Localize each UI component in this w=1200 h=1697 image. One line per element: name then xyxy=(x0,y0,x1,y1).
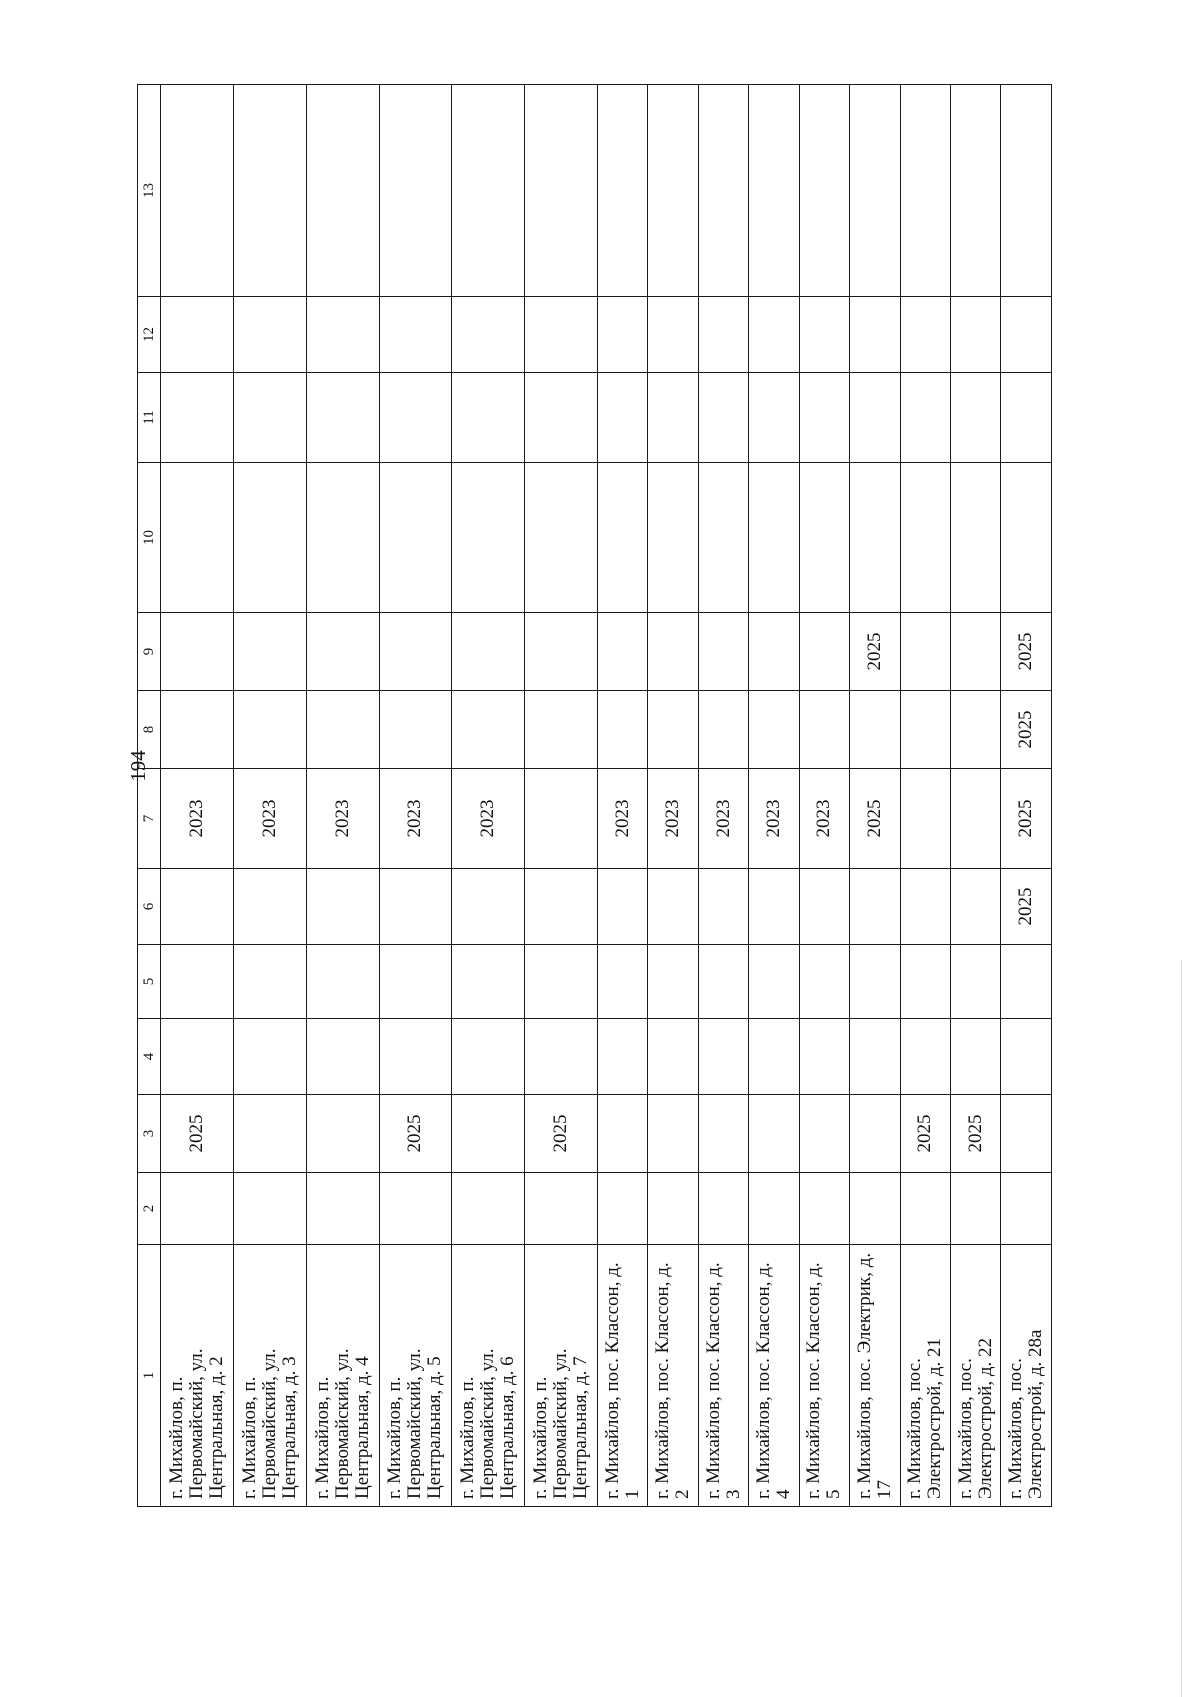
year-cell xyxy=(749,1095,799,1173)
year-cell xyxy=(1001,463,1052,613)
table-row xyxy=(799,85,849,1507)
year-cell xyxy=(306,85,379,297)
year-cell xyxy=(1001,1095,1052,1173)
year-cell xyxy=(799,1173,849,1245)
column-header-5: 5 xyxy=(138,945,161,1019)
year-cell xyxy=(951,85,1001,297)
year-cell xyxy=(379,463,452,613)
year-cell xyxy=(648,463,698,613)
year-cell xyxy=(306,691,379,769)
table-row xyxy=(452,85,525,1507)
year-cell: 2023 xyxy=(306,769,379,869)
year-cell xyxy=(799,945,849,1019)
address-cell: г. Михайлов, п. Первомайский, ул. Центральная, д. 7 xyxy=(525,1245,598,1507)
year-cell xyxy=(452,297,525,373)
address-cell: г. Михайлов, пос. Электрострой, д. 22 xyxy=(951,1245,1001,1507)
year-cell xyxy=(799,691,849,769)
year-cell xyxy=(598,463,648,613)
year-cell xyxy=(648,1019,698,1095)
year-cell xyxy=(698,373,748,463)
year-cell xyxy=(598,373,648,463)
year-cell xyxy=(900,769,950,869)
year-cell xyxy=(306,463,379,613)
address-cell: г. Михайлов, пос. Электрик, д. 17 xyxy=(850,1245,900,1507)
year-cell xyxy=(452,85,525,297)
column-header-7: 7 xyxy=(138,769,161,869)
year-cell xyxy=(161,613,234,691)
year-cell: 2025 xyxy=(1001,691,1052,769)
year-cell xyxy=(900,691,950,769)
year-cell xyxy=(749,463,799,613)
year-cell xyxy=(850,869,900,945)
year-cell xyxy=(525,691,598,769)
table-container xyxy=(137,85,1052,1507)
column-header-13: 13 xyxy=(138,85,161,297)
year-cell xyxy=(648,1173,698,1245)
year-cell xyxy=(525,769,598,869)
year-cell xyxy=(799,869,849,945)
year-cell xyxy=(525,85,598,297)
year-cell xyxy=(900,1173,950,1245)
year-cell xyxy=(306,1019,379,1095)
table-row xyxy=(951,85,1001,1507)
year-cell xyxy=(306,1173,379,1245)
year-cell xyxy=(698,869,748,945)
year-cell: 2025 xyxy=(900,1095,950,1173)
year-cell xyxy=(233,463,306,613)
year-cell xyxy=(379,869,452,945)
year-cell xyxy=(698,297,748,373)
year-cell xyxy=(648,373,698,463)
year-cell xyxy=(698,1173,748,1245)
year-cell xyxy=(648,869,698,945)
year-cell xyxy=(452,373,525,463)
year-cell xyxy=(799,1095,849,1173)
address-cell: г. Михайлов, п. Первомайский, ул. Центральная, д. 4 xyxy=(306,1245,379,1507)
year-cell xyxy=(161,1019,234,1095)
year-cell xyxy=(452,1095,525,1173)
year-cell: 2023 xyxy=(749,769,799,869)
year-cell xyxy=(598,691,648,769)
year-cell xyxy=(951,463,1001,613)
year-cell xyxy=(648,85,698,297)
table-body xyxy=(138,85,1052,1507)
year-cell xyxy=(525,869,598,945)
year-cell xyxy=(233,1095,306,1173)
year-cell xyxy=(452,613,525,691)
year-cell xyxy=(850,1019,900,1095)
year-cell xyxy=(306,297,379,373)
year-cell xyxy=(161,945,234,1019)
year-cell xyxy=(233,691,306,769)
year-cell xyxy=(1001,1173,1052,1245)
column-header-6: 6 xyxy=(138,869,161,945)
year-cell xyxy=(379,85,452,297)
year-cell xyxy=(951,691,1001,769)
column-header-8: 8 xyxy=(138,691,161,769)
address-cell: г. Михайлов, пос. Электрострой, д. 21 xyxy=(900,1245,950,1507)
year-cell xyxy=(900,1019,950,1095)
year-cell xyxy=(233,297,306,373)
year-cell xyxy=(648,1095,698,1173)
table-row xyxy=(850,85,900,1507)
year-cell xyxy=(379,945,452,1019)
year-cell xyxy=(598,1019,648,1095)
table-row xyxy=(1001,85,1052,1507)
column-header-9: 9 xyxy=(138,613,161,691)
year-cell xyxy=(379,613,452,691)
year-cell xyxy=(698,1095,748,1173)
table-row xyxy=(900,85,950,1507)
year-cell xyxy=(233,373,306,463)
year-cell xyxy=(1001,373,1052,463)
address-cell: г. Михайлов, пос. Классон, д. 5 xyxy=(799,1245,849,1507)
year-cell xyxy=(799,613,849,691)
year-cell xyxy=(598,945,648,1019)
header-row xyxy=(138,85,161,1507)
column-header-10: 10 xyxy=(138,463,161,613)
year-cell xyxy=(233,1019,306,1095)
year-cell xyxy=(233,945,306,1019)
year-cell xyxy=(900,945,950,1019)
year-cell xyxy=(598,297,648,373)
year-cell xyxy=(799,1019,849,1095)
year-cell xyxy=(161,869,234,945)
year-cell: 2023 xyxy=(648,769,698,869)
column-header-3: 3 xyxy=(138,1095,161,1173)
year-cell: 2025 xyxy=(1001,869,1052,945)
year-cell xyxy=(698,945,748,1019)
year-cell xyxy=(698,613,748,691)
year-cell xyxy=(379,691,452,769)
column-header-4: 4 xyxy=(138,1019,161,1095)
column-header-11: 11 xyxy=(138,373,161,463)
year-cell: 2023 xyxy=(379,769,452,869)
year-cell xyxy=(598,1173,648,1245)
address-cell: г. Михайлов, п. Первомайский, ул. Центральная, д. 3 xyxy=(233,1245,306,1507)
year-cell xyxy=(850,691,900,769)
year-cell xyxy=(306,1095,379,1173)
year-cell xyxy=(951,373,1001,463)
table-row xyxy=(379,85,452,1507)
year-cell xyxy=(698,463,748,613)
year-cell xyxy=(951,869,1001,945)
year-cell xyxy=(799,297,849,373)
address-cell: г. Михайлов, п. Первомайский, ул. Центральная, д. 5 xyxy=(379,1245,452,1507)
year-cell xyxy=(379,373,452,463)
year-cell xyxy=(452,1173,525,1245)
year-cell: 2025 xyxy=(1001,769,1052,869)
year-cell xyxy=(161,85,234,297)
housing-schedule-table xyxy=(137,84,1052,1507)
year-cell xyxy=(525,613,598,691)
year-cell xyxy=(850,85,900,297)
year-cell xyxy=(1001,1019,1052,1095)
year-cell xyxy=(951,1173,1001,1245)
table-row xyxy=(161,85,234,1507)
year-cell xyxy=(900,869,950,945)
year-cell xyxy=(951,769,1001,869)
year-cell xyxy=(749,945,799,1019)
address-cell: г. Михайлов, пос. Классон, д. 3 xyxy=(698,1245,748,1507)
year-cell xyxy=(598,1095,648,1173)
address-cell: г. Михайлов, пос. Классон, д. 4 xyxy=(749,1245,799,1507)
year-cell xyxy=(850,373,900,463)
year-cell xyxy=(900,373,950,463)
year-cell xyxy=(525,945,598,1019)
year-cell xyxy=(799,373,849,463)
year-cell xyxy=(379,1019,452,1095)
year-cell xyxy=(648,613,698,691)
year-cell: 2025 xyxy=(161,1095,234,1173)
year-cell xyxy=(161,373,234,463)
table-row xyxy=(306,85,379,1507)
year-cell xyxy=(749,373,799,463)
scan-edge-line xyxy=(1181,960,1182,1697)
year-cell xyxy=(452,945,525,1019)
table-row xyxy=(648,85,698,1507)
address-cell: г. Михайлов, п. Первомайский, ул. Центральная, д. 6 xyxy=(452,1245,525,1507)
column-header-12: 12 xyxy=(138,297,161,373)
year-cell xyxy=(749,613,799,691)
year-cell xyxy=(749,1019,799,1095)
year-cell xyxy=(698,1019,748,1095)
year-cell: 2023 xyxy=(161,769,234,869)
year-cell xyxy=(452,691,525,769)
column-header-1: 1 xyxy=(138,1245,161,1507)
year-cell xyxy=(698,85,748,297)
year-cell xyxy=(525,1173,598,1245)
year-cell xyxy=(900,463,950,613)
page-number: 194 xyxy=(126,750,150,782)
address-cell: г. Михайлов, пос. Классон, д. 2 xyxy=(648,1245,698,1507)
year-cell xyxy=(749,869,799,945)
year-cell xyxy=(306,613,379,691)
year-cell xyxy=(233,613,306,691)
year-cell xyxy=(799,463,849,613)
year-cell xyxy=(698,691,748,769)
year-cell xyxy=(749,297,799,373)
year-cell xyxy=(161,1173,234,1245)
table-row xyxy=(698,85,748,1507)
year-cell xyxy=(452,1019,525,1095)
year-cell xyxy=(900,85,950,297)
year-cell: 2023 xyxy=(799,769,849,869)
year-cell xyxy=(850,297,900,373)
year-cell xyxy=(525,1019,598,1095)
year-cell: 2023 xyxy=(452,769,525,869)
year-cell xyxy=(306,373,379,463)
year-cell xyxy=(749,691,799,769)
column-header-2: 2 xyxy=(138,1173,161,1245)
year-cell: 2025 xyxy=(850,613,900,691)
year-cell: 2025 xyxy=(850,769,900,869)
year-cell xyxy=(379,297,452,373)
year-cell xyxy=(648,297,698,373)
year-cell xyxy=(648,945,698,1019)
year-cell: 2023 xyxy=(698,769,748,869)
year-cell xyxy=(306,945,379,1019)
year-cell xyxy=(598,613,648,691)
year-cell xyxy=(1001,945,1052,1019)
year-cell: 2023 xyxy=(233,769,306,869)
year-cell xyxy=(749,1173,799,1245)
year-cell xyxy=(525,373,598,463)
year-cell xyxy=(799,85,849,297)
year-cell xyxy=(598,85,648,297)
year-cell xyxy=(525,463,598,613)
year-cell xyxy=(379,1173,452,1245)
year-cell xyxy=(161,691,234,769)
year-cell: 2025 xyxy=(379,1095,452,1173)
year-cell xyxy=(598,869,648,945)
year-cell xyxy=(850,463,900,613)
year-cell xyxy=(525,297,598,373)
year-cell xyxy=(951,297,1001,373)
year-cell xyxy=(951,945,1001,1019)
year-cell xyxy=(233,869,306,945)
year-cell xyxy=(161,297,234,373)
year-cell xyxy=(850,945,900,1019)
year-cell xyxy=(306,869,379,945)
year-cell: 2025 xyxy=(951,1095,1001,1173)
year-cell xyxy=(951,1019,1001,1095)
year-cell xyxy=(1001,297,1052,373)
address-cell: г. Михайлов, пос. Электрострой, д. 28а xyxy=(1001,1245,1052,1507)
year-cell xyxy=(233,85,306,297)
year-cell xyxy=(233,1173,306,1245)
table-row xyxy=(598,85,648,1507)
year-cell xyxy=(1001,85,1052,297)
year-cell xyxy=(850,1095,900,1173)
address-cell: г. Михайлов, пос. Классон, д. 1 xyxy=(598,1245,648,1507)
table-row xyxy=(749,85,799,1507)
table-row xyxy=(525,85,598,1507)
year-cell: 2025 xyxy=(1001,613,1052,691)
year-cell xyxy=(951,613,1001,691)
year-cell xyxy=(452,463,525,613)
year-cell xyxy=(900,297,950,373)
table-row xyxy=(233,85,306,1507)
year-cell xyxy=(900,613,950,691)
year-cell: 2025 xyxy=(525,1095,598,1173)
year-cell xyxy=(648,691,698,769)
address-cell: г. Михайлов, п. Первомайский, ул. Центральная, д. 2 xyxy=(161,1245,234,1507)
year-cell xyxy=(161,463,234,613)
year-cell xyxy=(749,85,799,297)
year-cell: 2023 xyxy=(598,769,648,869)
year-cell xyxy=(452,869,525,945)
year-cell xyxy=(850,1173,900,1245)
